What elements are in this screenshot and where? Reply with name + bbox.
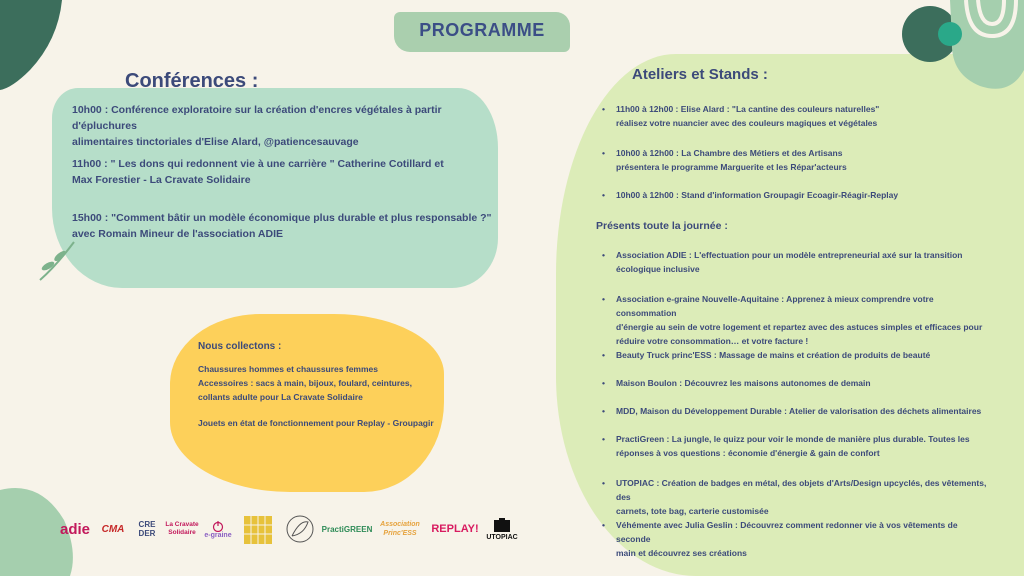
- atelier-line: 10h00 à 12h00 : Stand d'information Groupagir Ecoagir-Réagir-Replay: [616, 190, 899, 200]
- conference-line: alimentaires tinctoriales d'Elise Alard, @patiencesauvage: [72, 136, 359, 148]
- present-item: [602, 476, 992, 518]
- collect-line: Accessoires : sacs à main, bijoux, foulard, ceintures,: [198, 378, 412, 388]
- conference-item: [72, 156, 492, 188]
- bullet: •: [602, 406, 605, 416]
- conference-line: 10h00 : Conférence exploratoire sur la création d'encres végétales à partir d'épluchures: [72, 104, 442, 132]
- power-icon: [212, 520, 224, 532]
- present-item: [602, 376, 992, 390]
- sprig-decoration-left: [34, 236, 82, 284]
- cma-logo: CMA: [101, 523, 125, 535]
- present-item: [602, 432, 992, 460]
- utopiac-logo: [484, 514, 520, 544]
- bullet: •: [602, 520, 605, 530]
- present-line: écologique inclusive: [616, 264, 700, 274]
- bullet: •: [602, 148, 605, 158]
- conference-item: [72, 102, 492, 150]
- conference-line: 15h00 : "Comment bâtir un modèle économique plus durable et plus responsable ?": [72, 212, 492, 224]
- e-graine-logo: [202, 514, 234, 544]
- conference-item: [72, 210, 492, 242]
- present-line: Beauty Truck princ'ESS : Massage de mains et création de produits de beauté: [616, 350, 931, 360]
- bullet: •: [602, 190, 605, 200]
- atelier-item: [602, 146, 992, 174]
- conferences-heading: Conférences :: [125, 70, 259, 92]
- bullet: •: [602, 350, 605, 360]
- conference-line: 11h00 : " Les dons qui redonnent vie à une carrière " Catherine Cotillard et: [72, 158, 444, 170]
- present-item: [602, 292, 992, 348]
- collect-line: Jouets en état de fonctionnement pour Replay - Groupagir: [198, 418, 434, 428]
- atelier-line: 10h00 à 12h00 : La Chambre des Métiers et des Artisans: [616, 148, 843, 158]
- adie-logo: adie: [59, 520, 90, 538]
- bullet: •: [602, 478, 605, 488]
- e-graine-label: e-graine: [204, 531, 232, 539]
- present-line: Maison Boulon : Découvrez les maisons autonomes de demain: [616, 378, 871, 388]
- utopiac-label: UTOPIAC: [486, 533, 518, 541]
- present-line: réduire votre consommation… et votre facture !: [616, 336, 809, 346]
- cravate-solidaire-logo: La Cravate Solidaire: [165, 521, 199, 536]
- present-line: réponses à vos questions : économie d'énergie & gain de confort: [616, 448, 880, 458]
- collect-line: collants adulte pour La Cravate Solidaire: [198, 392, 363, 402]
- conference-line: avec Romain Mineur de l'association ADIE: [72, 228, 283, 240]
- bullet: •: [602, 104, 605, 114]
- creder-logo: CRE DER: [138, 520, 156, 538]
- atelier-line: présentera le programme Marguerite et les Répar'acteurs: [616, 162, 847, 172]
- present-item: [602, 348, 992, 362]
- practigreen-logo: PractiGREEN: [321, 524, 373, 534]
- princess-logo: Association Princ'ESS: [380, 521, 420, 537]
- bullet: •: [602, 434, 605, 444]
- ateliers-heading: Ateliers et Stands :: [632, 66, 768, 83]
- present-line: main et découvrez ses créations: [616, 548, 747, 558]
- presents-heading: Présents toute la journée :: [596, 220, 728, 232]
- bullet: •: [602, 378, 605, 388]
- swirl-decoration-top-right: [900, 0, 1024, 100]
- leaf-circle-logo: [284, 514, 316, 544]
- present-line: MDD, Maison du Développement Durable : Atelier de valorisation des déchets alimentaires: [616, 406, 982, 416]
- leaf-decoration-top-left: [0, 0, 70, 90]
- collect-line: Chaussures hommes et chaussures femmes: [198, 364, 378, 374]
- bullet: •: [602, 294, 605, 304]
- collect-heading: Nous collectons :: [198, 341, 282, 352]
- conference-line: Max Forestier - La Cravate Solidaire: [72, 174, 251, 186]
- present-line: Véhémente avec Julia Geslin : Découvrez comment redonner vie à vos vêtements de seconde: [616, 520, 958, 544]
- present-line: PractiGreen : La jungle, le quizz pour voir le monde de manière plus durable. Toutes les: [616, 434, 970, 444]
- present-item: [602, 248, 992, 276]
- page-title: PROGRAMME: [419, 20, 545, 40]
- bullet: •: [602, 250, 605, 260]
- present-item: [602, 404, 992, 418]
- present-line: UTOPIAC : Création de badges en métal, des objets d'Arts/Design upcyclés, des vêtements, des: [616, 478, 987, 502]
- replay-logo: REPLAY!: [431, 523, 479, 535]
- present-line: d'énergie au sein de votre logement et repartez avec des astuces simples et efficaces pour: [616, 322, 983, 332]
- atelier-item: [602, 188, 992, 202]
- present-item: [602, 518, 992, 560]
- atelier-line: réalisez votre nuancier avec des couleurs magiques et végétales: [616, 118, 878, 128]
- present-line: Association e-graine Nouvelle-Aquitaine : Apprenez à mieux comprendre votre consommation: [616, 294, 934, 318]
- yellow-grid-logo: [244, 516, 272, 544]
- atelier-line: 11h00 à 12h00 : Elise Alard : "La cantine des couleurs naturelles": [616, 104, 880, 114]
- utopiac-emblem-icon: [492, 518, 512, 534]
- present-line: carnets, tote bag, carterie customisée: [616, 506, 769, 516]
- present-line: Association ADIE : L'effectuation pour un modèle entrepreneurial axé sur la transition: [616, 250, 963, 260]
- atelier-item: [602, 102, 992, 130]
